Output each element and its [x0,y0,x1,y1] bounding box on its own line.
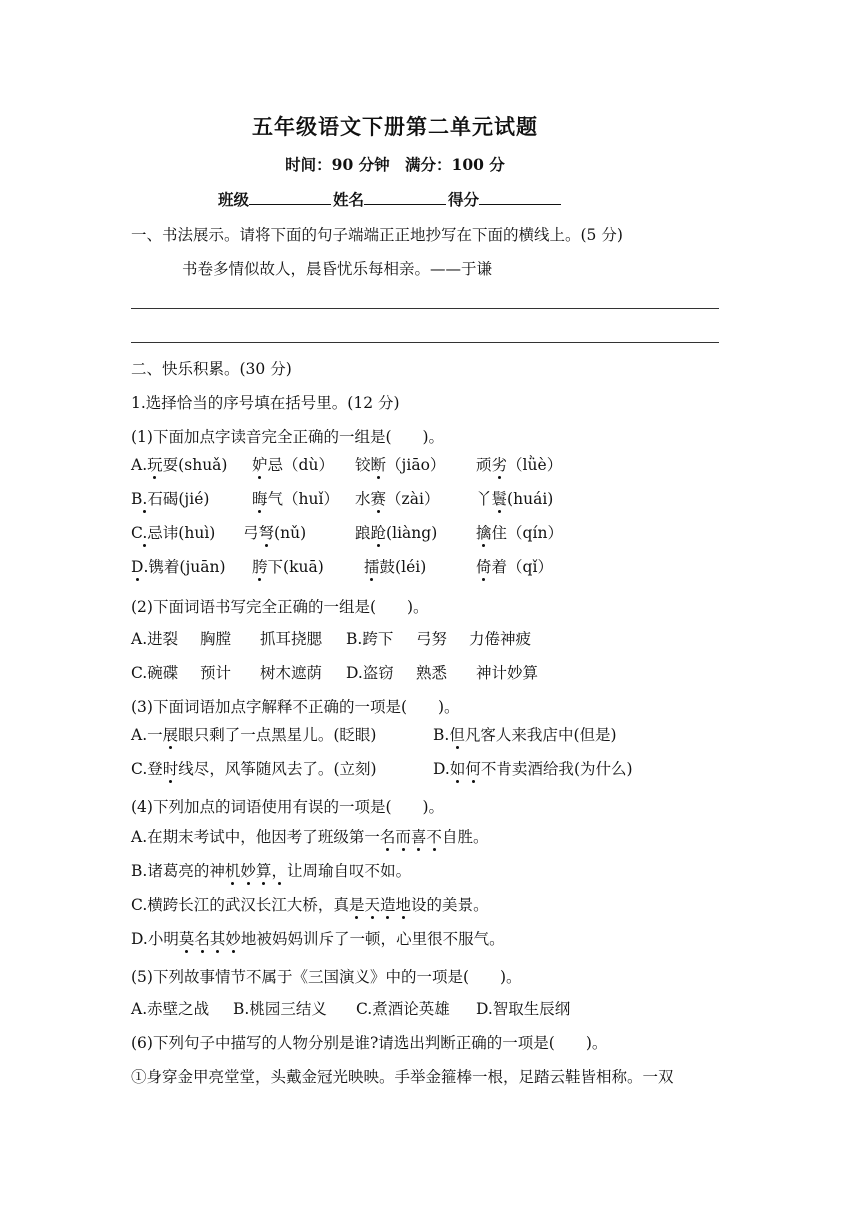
emphasis-char: D [131,558,144,576]
emphasis-char: 如 [449,760,466,778]
emphasis-char: 机 [224,862,241,880]
option-item: 胸膛 [200,630,232,648]
option-item: C.登时线尽，风筝随风去了。(立刻) [131,760,377,778]
emphasis-char: 天 [364,896,380,914]
emphasis-char: . [142,524,148,542]
emphasis-char: 妙 [225,930,241,948]
option-item: 丫鬟(huái) [476,490,554,508]
copy-line-1[interactable] [131,308,719,309]
section1-heading: 一、书法展示。请将下面的句子端端正正地抄写在下面的横线上。(5 分) [131,226,623,244]
emphasis-char: 晦 [252,490,268,508]
p6-line-1: ①身穿金甲亮堂堂，头戴金冠光映映。手举金箍棒一根，足踏云鞋皆相称。一双 [131,1068,674,1086]
emphasis-char: 是 [348,896,365,914]
emphasis-char: 断 [370,456,387,474]
option-item: 树木遮荫 [260,664,323,682]
option-item: C.忌讳(huì) [131,524,216,542]
emphasis-char: 其 [209,930,226,948]
option-item: 预计 [200,664,232,682]
option-item: B.桃园三结义 [233,1000,327,1018]
class-blank[interactable] [249,190,331,205]
option-item: 神计妙算 [476,664,539,682]
emphasis-char: 而 [395,828,411,846]
option-item: A.赤壁之战 [131,1000,210,1018]
option-item: 晦气（huǐ） [252,490,339,508]
exam-info [0,156,790,175]
option-item: 力倦神疲 [469,630,532,648]
option-item: D.镌着(juān) [131,558,226,576]
option-item: 抓耳挠腮 [260,630,323,648]
name-blank[interactable] [364,190,446,205]
p6-question: (6)下列句子中描写的人物分别是谁?请选出判断正确的一项是( )。 [131,1034,608,1052]
option-item: 妒忌（dù） [252,456,334,474]
option-item: 顽劣（lǜè） [476,456,563,474]
emphasis-char: 不 [426,828,442,846]
emphasis-char: 劣 [491,456,508,474]
emphasis-char: 喜 [410,828,427,846]
option-item: D.盗窃 [346,664,394,682]
emphasis-char: 名 [379,828,396,846]
emphasis-char: 妒 [252,456,268,474]
option-item: 弓努 [416,630,448,648]
grade-blank[interactable] [479,190,561,205]
p4-option-a: A.在期末考试中，他因考了班级第一名而喜不自胜。 [131,828,489,846]
option-item: B.但凡客人来我店中(但是) [433,726,617,744]
option-item: 熟悉 [416,664,448,682]
emphasis-char: 倚 [476,558,492,576]
emphasis-char: 擒 [476,524,492,542]
option-item: C.煮酒论英雄 [356,1000,450,1018]
option-item: 水赛（zài） [355,490,440,508]
emphasis-char: 跄 [370,524,387,542]
option-item: A.进裂 [131,630,179,648]
p4-option-c: C.横跨长江的武汉长江大桥，真是天造地设的美景。 [131,896,489,914]
p5-question: (5)下列故事情节不属于《三国演义》中的一项是( )。 [131,968,522,986]
emphasis-char: 莫 [178,930,195,948]
copy-quote: 书卷多情似故人，晨昏忧乐每相亲。——于谦 [182,260,493,278]
option-item: A.一展眼只剩了一点黑星儿。(眨眼) [131,726,377,744]
emphasis-char: 展 [162,726,179,744]
emphasis-char: 妙 [240,862,256,880]
emphasis-char: . [142,490,148,508]
option-item: 踉跄(liàng) [355,524,438,542]
student-info-row [218,190,563,210]
option-item: C.碗碟 [131,664,179,682]
option-item: B.跨下 [346,630,394,648]
option-item: 擂鼓(léi) [364,558,427,576]
option-item: 擒住（qín） [476,524,563,542]
emphasis-char: 时 [162,760,179,778]
class-label: 班级 [218,190,250,209]
p4-option-b: B.诸葛亮的神机妙算，让周瑜自叹不如。 [131,862,412,880]
name-label: 姓名 [333,190,365,209]
copy-line-2[interactable] [131,342,719,343]
time-limit: 时间：90 分钟 [285,155,390,174]
p1-question: (1)下面加点字读音完全正确的一组是( )。 [131,428,445,446]
option-item: A.玩耍(shuǎ) [131,456,228,474]
emphasis-char: 何 [465,760,481,778]
grade-label: 得分 [448,190,480,209]
option-item: D.如何不肯卖酒给我(为什么) [433,760,633,778]
emphasis-char: 玩 [147,456,163,474]
p3-question: (3)下面词语加点字解释不正确的一项是( )。 [131,698,460,716]
full-score: 满分：100 分 [405,155,505,174]
option-item: B.石碣(jié) [131,490,210,508]
emphasis-char: 鬟 [491,490,508,508]
emphasis-char: 胯 [252,558,268,576]
emphasis-char: 造 [379,896,396,914]
option-item: 弓弩(nǔ) [243,524,307,542]
option-item: 倚着（qǐ） [476,558,553,576]
page-title: 五年级语文下册第二单元试题 [252,114,538,139]
emphasis-char: 算 [255,862,272,880]
option-item: 铰断（jiāo） [355,456,446,474]
emphasis-char: 名 [194,930,210,948]
section2-heading: 二、快乐积累。(30 分) [131,360,292,378]
emphasis-char: 但 [449,726,465,744]
emphasis-char: 擂 [364,558,380,576]
emphasis-char: 地 [395,896,412,914]
question-1-heading: 1.选择恰当的序号填在括号里。(12 分) [131,394,400,412]
emphasis-char: 赛 [370,490,387,508]
emphasis-char: 弩 [258,524,275,542]
option-item: 胯下(kuā) [252,558,324,576]
emphasis-char: ， [271,862,287,880]
option-item: D.智取生辰纲 [476,1000,571,1018]
p4-option-d: D.小明莫名其妙地被妈妈训斥了一顿，心里很不服气。 [131,930,505,948]
p4-question: (4)下列加点的词语使用有误的一项是( )。 [131,798,445,816]
p2-question: (2)下面词语书写完全正确的一组是( )。 [131,598,429,616]
